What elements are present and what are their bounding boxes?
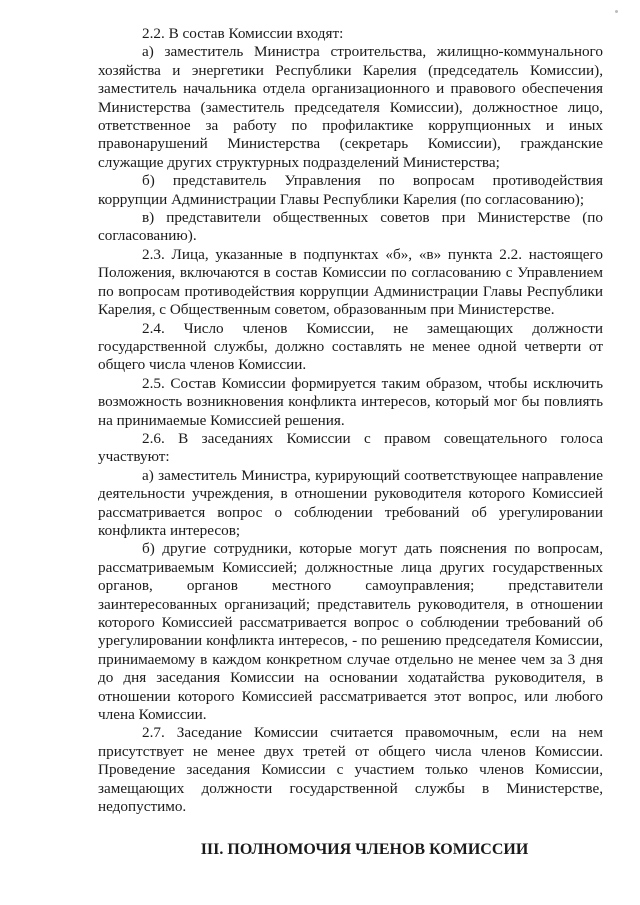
paragraph-2-7: 2.7. Заседание Комиссии считается правомочным, если на нем присутствует не менее двух третей от общего числа членов Комиссии. Проведение заседания Комиссии с участием только членов Комиссии, замещающих должности государственной службы в Министерстве, недопустимо.	[98, 724, 603, 816]
paragraph-2-2-a: а) заместитель Министра строительства, жилищно-коммунального хозяйства и энергетики Республики Карелия (председатель Комиссии), заместитель начальника отдела организационного и правового обеспечения Министерства (заместитель председателя Комиссии), должностное лицо, ответственное за работу по профилактике коррупционных и иных правонарушений Министерства (секретарь Комиссии), гражданские служащие других структурных подразделений Министерства;	[98, 43, 603, 171]
paragraph-2-6-a: а) заместитель Министра, курирующий соответствующее направление деятельности учреждения, в отношении руководителя которого Комиссией рассматривается вопрос о соблюдении требований об урегулировании конфликта интересов;	[98, 466, 603, 539]
document-page	[98, 25, 603, 860]
paragraph-2-6-b: б) другие сотрудники, которые могут дать пояснения по вопросам, рассматриваемым Комиссией; должностные лица других государственных органов, органов местного самоуправления; представители заинтересованных организаций; представитель руководителя, в отношении которого Комиссией рассматривается вопрос о соблюдении требований об урегулировании конфликта интересов, - по решению председателя Комиссии, принимаемому в каждом конкретном случае отдельно не менее чем за 3 дня до дня заседания Комиссии на основании ходатайства руководителя, в отношении которого Комиссией рассматривается этот вопрос, или любого члена Комиссии.	[98, 540, 603, 724]
paragraph-2-6: 2.6. В заседаниях Комиссии с правом совещательного голоса участвуют:	[98, 429, 603, 466]
scan-dot	[615, 10, 618, 13]
paragraph-2-2-b: б) представитель Управления по вопросам противодействия коррупции Администрации Главы Республики Карелия (по согласованию);	[98, 172, 603, 208]
section-heading: III. ПОЛНОМОЧИЯ ЧЛЕНОВ КОМИССИИ	[200, 841, 529, 859]
paragraph-2-3: 2.3. Лица, указанные в подпунктах «б», «в» пункта 2.2. настоящего Положения, включаются в состав Комиссии по согласованию с Управлением по вопросам противодействия коррупции Администрации Главы Республики Карелия, с Общественным советом, образованным при Министерстве.	[98, 245, 603, 319]
paragraph-2-5: 2.5. Состав Комиссии формируется таким образом, чтобы исключить возможность возникновения конфликта интересов, который мог бы повлиять на принимаемые Комиссией решения.	[98, 374, 603, 429]
paragraph-2-2-v: в) представители общественных советов при Министерстве (по согласованию).	[98, 209, 603, 245]
paragraph-2-2: 2.2. В состав Комиссии входят:	[142, 25, 344, 42]
paragraph-2-4: 2.4. Число членов Комиссии, не замещающих должности государственной службы, должно составлять не менее одной четверти от общего числа членов Комиссии.	[98, 319, 603, 374]
